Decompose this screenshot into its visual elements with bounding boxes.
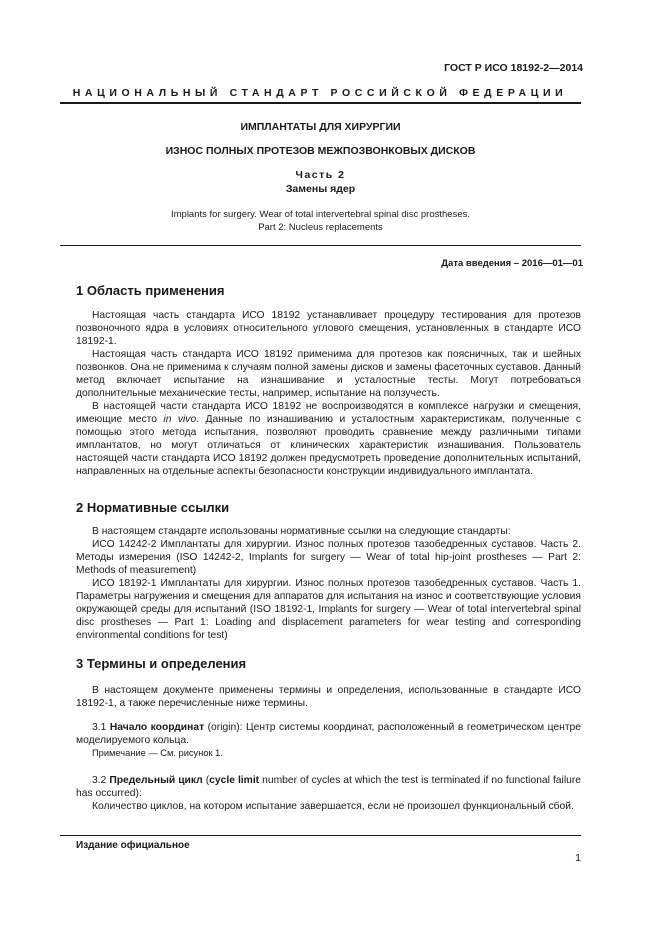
term-name: Начало координат [109, 722, 205, 733]
term-3-2 [76, 774, 581, 813]
english-title [60, 208, 581, 234]
term-name: Предельный цикл [109, 775, 203, 786]
page-number: 1 [575, 852, 581, 864]
national-standard-banner: НАЦИОНАЛЬНЫЙ СТАНДАРТ РОССИЙСКОЙ ФЕДЕРАЦИИ [72, 87, 568, 99]
term-3-1 [76, 721, 581, 760]
reference-item: ИСО 18192-1 Имплантаты для хирургии. Износ полных протезов тазобедренных суставов. Часть 1. Параметры нагружения и смещения для аппаратов для испытания на износ и соответствующие условия окружающей среды для испытаний (ISO 18192-1, Implants for surgery — Wear of total intervertebral spinal disc prostheses — Part 1: Loading and displacement parameters for wear testing and corresponding environmental conditions for test) [76, 578, 581, 641]
paragraph: В настоящей части стандарта ИСО 18192 не воспроизводятся в комплексе нагрузки и смещения, имеющие место in vivo. Данные по изнашиванию и усталостным характеристикам, полученные с помощью этого метода испытания, позволяют проводить сравнение между различными типами имплантатов, но могут отличаться от клинических характеристик изнашивания. Пользователь настоящей части стандарта ИСО 18192 должен предусмотреть проведение дополнительных испытаний, направленных на отдельные аспекты безопасности конструкции индивидуального имплантата. [76, 401, 582, 477]
term-definition: 3.1 Начало координат (origin): Центр системы координат, расположенный в геометрическом центре моделируемого кольца. [76, 722, 581, 746]
title-line-2: ИЗНОС ПОЛНЫХ ПРОТЕЗОВ МЕЖПОЗВОНКОВЫХ ДИСКОВ [165, 145, 476, 157]
document-code: ГОСТ Р ИСО 18192-2—2014 [444, 62, 583, 74]
section-2-heading: 2 Нормативные ссылки [76, 500, 230, 515]
header-rule [60, 102, 581, 104]
title-rule [60, 245, 581, 246]
term-note: Примечание — См. рисунок 1. [92, 748, 223, 758]
section-3-intro [76, 684, 581, 710]
paragraph: В настоящем документе применены термины и определения, использованные в стандарте ИСО 18192-1, а также перечисленные ниже термины. [76, 685, 581, 709]
section-3-heading: 3 Термины и определения [76, 656, 247, 671]
subtitle: Замены ядер [285, 183, 356, 195]
footer-rule [60, 835, 581, 836]
section-1-body [76, 309, 581, 478]
paragraph: В настоящем стандарте использованы нормативные ссылки на следующие стандарты: [92, 526, 511, 537]
english-title-line-1: Implants for surgery. Wear of total intervertebral spinal disc prostheses. [170, 209, 471, 220]
official-edition-label: Издание официальное [76, 840, 190, 851]
paragraph: Настоящая часть стандарта ИСО 18192 применима для протезов как поясничных, так и шейных позвонков. Она не применима к случаям полной замены дисков и замены фасеточных суставов. Данный метод включает испытание на изнашивание и усталостные тесты. Могут потребоваться дополнительные механические тесты, например, испытание на ползучесть. [76, 349, 581, 399]
reference-item: ИСО 14242-2 Имплантаты для хирургии. Износ полных протезов тазобедренных суставов. Часть 2. Методы измерения (ISO 14242-2, Implants for surgery — Wear of total hip-joint prostheses — Part 2: Methods of measurement) [76, 539, 581, 576]
term-name-en: cycle limit [209, 775, 260, 786]
paragraph: Настоящая часть стандарта ИСО 18192 устанавливает процедуру тестирования для протезов позвоночного ядра в условиях относительного углового смещения, установленных в стандарте ИСО 18192-1. [76, 310, 581, 347]
title-line-1: ИМПЛАНТАТЫ ДЛЯ ХИРУРГИИ [240, 121, 401, 133]
paragraph: Количество циклов, на котором испытание завершается, если не произошел функциональный сбой. [92, 801, 574, 812]
italic-term: in vivo [163, 414, 197, 425]
english-title-line-2: Part 2: Nucleus replacements [258, 222, 383, 233]
part-label: Часть 2 [295, 169, 346, 181]
introduction-date: Дата введения – 2016—01—01 [441, 258, 583, 269]
term-definition: 3.2 Предельный цикл (cycle limit number of cycles at which the test is terminated if no functional failure has occurred): [76, 775, 581, 799]
section-2-body [76, 525, 581, 642]
section-1-heading: 1 Область применения [76, 283, 225, 298]
